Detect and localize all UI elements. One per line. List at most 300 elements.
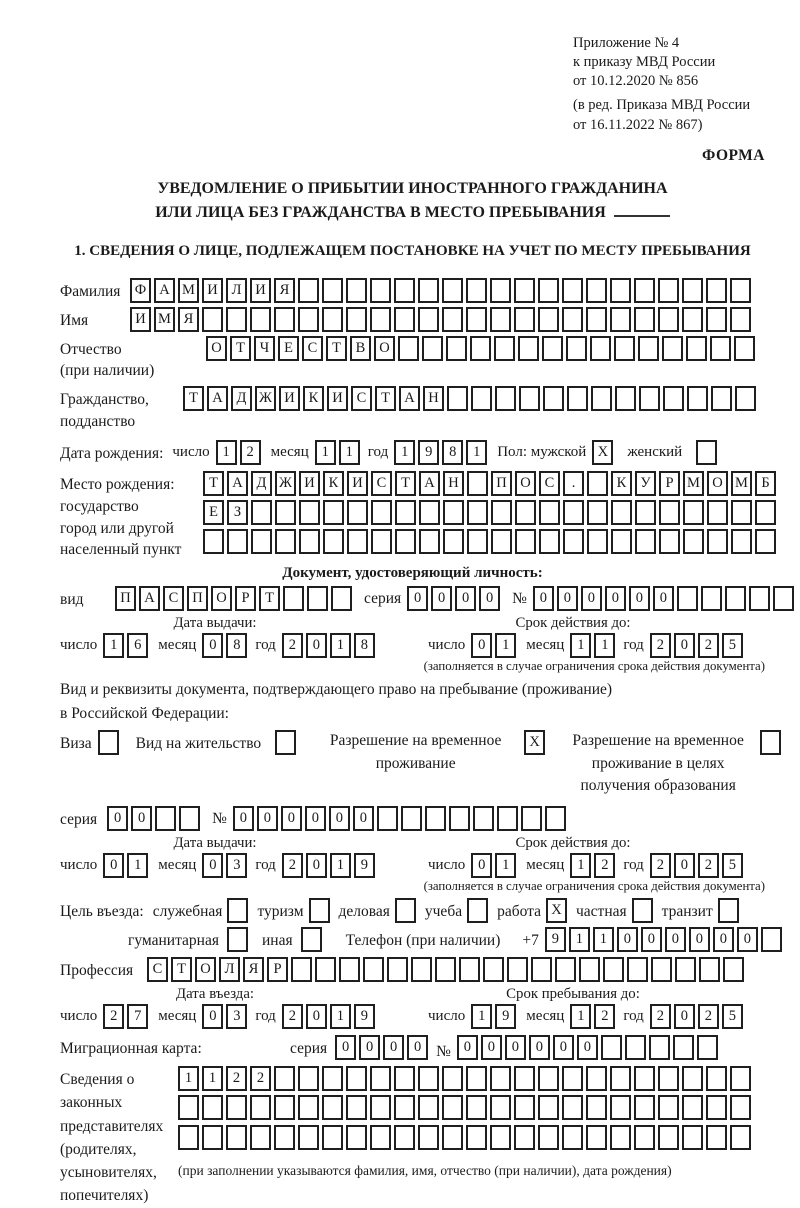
form-cell[interactable]: [566, 336, 587, 361]
form-cell[interactable]: [538, 1125, 559, 1150]
form-cell[interactable]: [634, 1125, 655, 1150]
form-cell[interactable]: [466, 1066, 487, 1091]
form-cell[interactable]: [735, 386, 756, 411]
form-cell[interactable]: [663, 386, 684, 411]
form-cell[interactable]: 0: [359, 1035, 380, 1060]
form-cell[interactable]: [634, 1095, 655, 1120]
form-cell[interactable]: [274, 1066, 295, 1091]
form-cell[interactable]: У: [635, 471, 656, 496]
form-cell[interactable]: [632, 898, 653, 923]
form-cell[interactable]: [363, 957, 384, 982]
form-cell[interactable]: [178, 1095, 199, 1120]
form-cell[interactable]: [491, 500, 512, 525]
form-cell[interactable]: [710, 336, 731, 361]
form-cell[interactable]: [490, 1066, 511, 1091]
form-cell[interactable]: 2: [282, 633, 303, 658]
form-cell[interactable]: [706, 1095, 727, 1120]
form-cell[interactable]: [435, 957, 456, 982]
form-cell[interactable]: Ж: [275, 471, 296, 496]
form-cell[interactable]: [394, 1066, 415, 1091]
form-cell[interactable]: [466, 278, 487, 303]
form-cell[interactable]: [638, 336, 659, 361]
form-cell[interactable]: Т: [326, 336, 347, 361]
form-cell[interactable]: [587, 471, 608, 496]
form-cell[interactable]: [467, 471, 488, 496]
form-cell[interactable]: [658, 307, 679, 332]
form-cell[interactable]: [251, 500, 272, 525]
form-cell[interactable]: 0: [257, 806, 278, 831]
form-cell[interactable]: 2: [226, 1066, 247, 1091]
form-cell[interactable]: [515, 500, 536, 525]
form-cell[interactable]: [250, 1095, 271, 1120]
form-cell[interactable]: [610, 1095, 631, 1120]
form-cell[interactable]: 0: [455, 586, 476, 611]
form-cell[interactable]: Н: [443, 471, 464, 496]
form-cell[interactable]: [483, 957, 504, 982]
form-cell[interactable]: [539, 529, 560, 554]
form-cell[interactable]: [251, 529, 272, 554]
form-cell[interactable]: С: [163, 586, 184, 611]
form-cell[interactable]: 2: [650, 633, 671, 658]
form-cell[interactable]: [610, 278, 631, 303]
form-cell[interactable]: Б: [755, 471, 776, 496]
form-cell[interactable]: [711, 386, 732, 411]
form-cell[interactable]: 2: [698, 1004, 719, 1029]
form-cell[interactable]: Р: [659, 471, 680, 496]
form-cell[interactable]: 0: [471, 853, 492, 878]
form-cell[interactable]: [323, 529, 344, 554]
form-cell[interactable]: [658, 278, 679, 303]
form-cell[interactable]: Т: [230, 336, 251, 361]
form-cell[interactable]: И: [202, 278, 223, 303]
form-cell[interactable]: [419, 500, 440, 525]
form-cell[interactable]: 0: [233, 806, 254, 831]
form-cell[interactable]: [497, 806, 518, 831]
form-cell[interactable]: 2: [282, 1004, 303, 1029]
form-cell[interactable]: О: [195, 957, 216, 982]
form-cell[interactable]: 9: [354, 1004, 375, 1029]
form-cell[interactable]: [707, 529, 728, 554]
form-cell[interactable]: [625, 1035, 646, 1060]
form-cell[interactable]: [538, 307, 559, 332]
form-cell[interactable]: 0: [674, 1004, 695, 1029]
form-cell[interactable]: 0: [505, 1035, 526, 1060]
form-cell[interactable]: 0: [103, 853, 124, 878]
form-cell[interactable]: [155, 806, 176, 831]
form-cell[interactable]: [614, 336, 635, 361]
form-cell[interactable]: [447, 386, 468, 411]
form-cell[interactable]: 1: [495, 853, 516, 878]
form-cell[interactable]: 0: [329, 806, 350, 831]
form-cell[interactable]: М: [731, 471, 752, 496]
form-cell[interactable]: 2: [250, 1066, 271, 1091]
form-cell[interactable]: С: [371, 471, 392, 496]
form-cell[interactable]: [395, 500, 416, 525]
form-cell[interactable]: 3: [226, 853, 247, 878]
form-cell[interactable]: 0: [529, 1035, 550, 1060]
form-cell[interactable]: 0: [674, 853, 695, 878]
form-cell[interactable]: [514, 1066, 535, 1091]
form-cell[interactable]: Т: [259, 586, 280, 611]
form-cell[interactable]: Я: [274, 278, 295, 303]
form-cell[interactable]: О: [374, 336, 395, 361]
form-cell[interactable]: [731, 500, 752, 525]
form-cell[interactable]: [586, 1095, 607, 1120]
form-cell[interactable]: [307, 586, 328, 611]
form-cell[interactable]: 0: [471, 633, 492, 658]
form-cell[interactable]: [515, 529, 536, 554]
form-cell[interactable]: 0: [407, 1035, 428, 1060]
form-cell[interactable]: 8: [226, 633, 247, 658]
form-cell[interactable]: И: [279, 386, 300, 411]
form-cell[interactable]: 1: [570, 633, 591, 658]
form-cell[interactable]: 1: [178, 1066, 199, 1091]
form-cell[interactable]: [706, 307, 727, 332]
form-cell[interactable]: [298, 1095, 319, 1120]
form-cell[interactable]: Ж: [255, 386, 276, 411]
form-cell[interactable]: [586, 1125, 607, 1150]
form-cell[interactable]: [370, 1125, 391, 1150]
form-cell[interactable]: 0: [653, 586, 674, 611]
form-cell[interactable]: [562, 1125, 583, 1150]
form-cell[interactable]: [466, 307, 487, 332]
form-cell[interactable]: [635, 500, 656, 525]
form-cell[interactable]: 0: [457, 1035, 478, 1060]
form-cell[interactable]: [442, 307, 463, 332]
form-cell[interactable]: [449, 806, 470, 831]
form-cell[interactable]: 0: [335, 1035, 356, 1060]
form-cell[interactable]: [387, 957, 408, 982]
form-cell[interactable]: Е: [203, 500, 224, 525]
form-cell[interactable]: А: [154, 278, 175, 303]
form-cell[interactable]: Я: [178, 307, 199, 332]
form-cell[interactable]: [545, 806, 566, 831]
form-cell[interactable]: Ч: [254, 336, 275, 361]
form-cell[interactable]: [467, 529, 488, 554]
form-cell[interactable]: [418, 1095, 439, 1120]
form-cell[interactable]: 9: [418, 440, 439, 465]
form-cell[interactable]: [610, 1125, 631, 1150]
form-cell[interactable]: 0: [479, 586, 500, 611]
form-cell[interactable]: [706, 1066, 727, 1091]
form-cell[interactable]: [346, 1095, 367, 1120]
form-cell[interactable]: [495, 386, 516, 411]
form-cell[interactable]: [442, 1095, 463, 1120]
form-cell[interactable]: [467, 898, 488, 923]
form-cell[interactable]: [699, 957, 720, 982]
form-cell[interactable]: [411, 957, 432, 982]
form-cell[interactable]: 1: [216, 440, 237, 465]
form-cell[interactable]: [331, 586, 352, 611]
form-cell[interactable]: [274, 307, 295, 332]
form-cell[interactable]: [562, 1066, 583, 1091]
form-cell[interactable]: 2: [650, 1004, 671, 1029]
form-cell[interactable]: [587, 529, 608, 554]
form-cell[interactable]: 9: [354, 853, 375, 878]
form-cell[interactable]: 1: [471, 1004, 492, 1029]
form-cell[interactable]: [178, 1125, 199, 1150]
form-cell[interactable]: [760, 730, 781, 755]
form-cell[interactable]: [555, 957, 576, 982]
form-cell[interactable]: 1: [103, 633, 124, 658]
form-cell[interactable]: [514, 278, 535, 303]
form-cell[interactable]: М: [178, 278, 199, 303]
form-cell[interactable]: [634, 1066, 655, 1091]
form-cell[interactable]: [459, 957, 480, 982]
form-cell[interactable]: 0: [202, 1004, 223, 1029]
form-cell[interactable]: 0: [689, 927, 710, 952]
form-cell[interactable]: [603, 957, 624, 982]
form-cell[interactable]: М: [683, 471, 704, 496]
form-cell[interactable]: [322, 1095, 343, 1120]
form-cell[interactable]: [299, 529, 320, 554]
form-cell[interactable]: [315, 957, 336, 982]
form-cell[interactable]: [718, 898, 739, 923]
form-cell[interactable]: [563, 500, 584, 525]
form-cell[interactable]: [696, 440, 717, 465]
form-cell[interactable]: [227, 927, 248, 952]
form-cell[interactable]: [347, 529, 368, 554]
form-cell[interactable]: [755, 500, 776, 525]
form-cell[interactable]: 1: [593, 927, 614, 952]
form-cell[interactable]: 0: [629, 586, 650, 611]
form-cell[interactable]: 0: [713, 927, 734, 952]
form-cell[interactable]: 8: [442, 440, 463, 465]
form-cell[interactable]: [658, 1125, 679, 1150]
form-cell[interactable]: [706, 1125, 727, 1150]
form-cell[interactable]: [686, 336, 707, 361]
form-cell[interactable]: [443, 500, 464, 525]
form-cell[interactable]: 1: [466, 440, 487, 465]
form-cell[interactable]: А: [207, 386, 228, 411]
form-cell[interactable]: [298, 1066, 319, 1091]
form-cell[interactable]: [346, 1125, 367, 1150]
form-cell[interactable]: 0: [665, 927, 686, 952]
form-cell[interactable]: [250, 307, 271, 332]
form-cell[interactable]: X: [524, 730, 545, 755]
form-cell[interactable]: 0: [674, 633, 695, 658]
form-cell[interactable]: [627, 957, 648, 982]
form-cell[interactable]: 0: [202, 853, 223, 878]
form-cell[interactable]: [470, 336, 491, 361]
form-cell[interactable]: 1: [330, 633, 351, 658]
form-cell[interactable]: Д: [231, 386, 252, 411]
form-cell[interactable]: [521, 806, 542, 831]
form-cell[interactable]: О: [211, 586, 232, 611]
form-cell[interactable]: [346, 307, 367, 332]
form-cell[interactable]: Д: [251, 471, 272, 496]
form-cell[interactable]: 1: [495, 633, 516, 658]
form-cell[interactable]: [490, 307, 511, 332]
form-cell[interactable]: М: [154, 307, 175, 332]
form-cell[interactable]: 0: [306, 853, 327, 878]
form-cell[interactable]: [701, 586, 722, 611]
form-cell[interactable]: [683, 529, 704, 554]
form-cell[interactable]: Е: [278, 336, 299, 361]
form-cell[interactable]: [611, 500, 632, 525]
form-cell[interactable]: [761, 927, 782, 952]
form-cell[interactable]: А: [419, 471, 440, 496]
form-cell[interactable]: [682, 307, 703, 332]
form-cell[interactable]: [687, 386, 708, 411]
form-cell[interactable]: 2: [240, 440, 261, 465]
form-cell[interactable]: [538, 1095, 559, 1120]
form-cell[interactable]: [322, 278, 343, 303]
form-cell[interactable]: [682, 1066, 703, 1091]
form-cell[interactable]: 0: [305, 806, 326, 831]
form-cell[interactable]: 1: [569, 927, 590, 952]
form-cell[interactable]: 1: [394, 440, 415, 465]
form-cell[interactable]: Т: [183, 386, 204, 411]
form-cell[interactable]: [539, 500, 560, 525]
form-cell[interactable]: [298, 307, 319, 332]
form-cell[interactable]: 0: [306, 1004, 327, 1029]
form-cell[interactable]: [697, 1035, 718, 1060]
form-cell[interactable]: 5: [722, 1004, 743, 1029]
form-cell[interactable]: 0: [281, 806, 302, 831]
form-cell[interactable]: 0: [577, 1035, 598, 1060]
form-cell[interactable]: [518, 336, 539, 361]
form-cell[interactable]: [591, 386, 612, 411]
form-cell[interactable]: [422, 336, 443, 361]
form-cell[interactable]: X: [546, 898, 567, 923]
form-cell[interactable]: О: [515, 471, 536, 496]
form-cell[interactable]: А: [139, 586, 160, 611]
form-cell[interactable]: [563, 529, 584, 554]
form-cell[interactable]: 0: [617, 927, 638, 952]
form-cell[interactable]: [639, 386, 660, 411]
form-cell[interactable]: С: [539, 471, 560, 496]
form-cell[interactable]: Н: [423, 386, 444, 411]
form-cell[interactable]: [659, 529, 680, 554]
form-cell[interactable]: [418, 1125, 439, 1150]
form-cell[interactable]: [371, 500, 392, 525]
form-cell[interactable]: 1: [339, 440, 360, 465]
form-cell[interactable]: [662, 336, 683, 361]
form-cell[interactable]: [562, 1095, 583, 1120]
form-cell[interactable]: [322, 1066, 343, 1091]
form-cell[interactable]: [377, 806, 398, 831]
form-cell[interactable]: К: [611, 471, 632, 496]
form-cell[interactable]: [706, 278, 727, 303]
form-cell[interactable]: [275, 500, 296, 525]
form-cell[interactable]: С: [147, 957, 168, 982]
form-cell[interactable]: [682, 278, 703, 303]
form-cell[interactable]: [250, 1125, 271, 1150]
form-cell[interactable]: [562, 307, 583, 332]
form-cell[interactable]: Т: [203, 471, 224, 496]
form-cell[interactable]: [677, 586, 698, 611]
form-cell[interactable]: [749, 586, 770, 611]
form-cell[interactable]: [734, 336, 755, 361]
form-cell[interactable]: [490, 278, 511, 303]
form-cell[interactable]: [283, 586, 304, 611]
form-cell[interactable]: 0: [107, 806, 128, 831]
form-cell[interactable]: [471, 386, 492, 411]
form-cell[interactable]: 1: [570, 853, 591, 878]
form-cell[interactable]: [394, 1095, 415, 1120]
form-cell[interactable]: [425, 806, 446, 831]
form-cell[interactable]: 9: [495, 1004, 516, 1029]
form-cell[interactable]: [298, 1125, 319, 1150]
form-cell[interactable]: [587, 500, 608, 525]
form-cell[interactable]: Т: [395, 471, 416, 496]
form-cell[interactable]: [203, 529, 224, 554]
form-cell[interactable]: 0: [306, 633, 327, 658]
form-cell[interactable]: [773, 586, 794, 611]
form-cell[interactable]: [394, 307, 415, 332]
form-cell[interactable]: [651, 957, 672, 982]
form-cell[interactable]: 2: [698, 633, 719, 658]
form-cell[interactable]: [611, 529, 632, 554]
form-cell[interactable]: [394, 278, 415, 303]
form-cell[interactable]: [473, 806, 494, 831]
form-cell[interactable]: О: [707, 471, 728, 496]
form-cell[interactable]: [370, 1066, 391, 1091]
form-cell[interactable]: [567, 386, 588, 411]
form-cell[interactable]: Л: [219, 957, 240, 982]
form-cell[interactable]: 0: [202, 633, 223, 658]
form-cell[interactable]: [401, 806, 422, 831]
form-cell[interactable]: С: [351, 386, 372, 411]
form-cell[interactable]: [682, 1125, 703, 1150]
form-cell[interactable]: А: [227, 471, 248, 496]
form-cell[interactable]: 0: [557, 586, 578, 611]
form-cell[interactable]: 2: [594, 853, 615, 878]
form-cell[interactable]: 1: [330, 853, 351, 878]
form-cell[interactable]: 0: [737, 927, 758, 952]
form-cell[interactable]: 0: [533, 586, 554, 611]
form-cell[interactable]: [731, 529, 752, 554]
form-cell[interactable]: 2: [103, 1004, 124, 1029]
form-cell[interactable]: Ф: [130, 278, 151, 303]
form-cell[interactable]: 1: [594, 633, 615, 658]
form-cell[interactable]: К: [303, 386, 324, 411]
form-cell[interactable]: [601, 1035, 622, 1060]
form-cell[interactable]: П: [491, 471, 512, 496]
form-cell[interactable]: [322, 1125, 343, 1150]
form-cell[interactable]: [507, 957, 528, 982]
form-cell[interactable]: 1: [330, 1004, 351, 1029]
form-cell[interactable]: [586, 278, 607, 303]
form-cell[interactable]: З: [227, 500, 248, 525]
form-cell[interactable]: 1: [127, 853, 148, 878]
form-cell[interactable]: [202, 1095, 223, 1120]
form-cell[interactable]: [683, 500, 704, 525]
form-cell[interactable]: [226, 1125, 247, 1150]
form-cell[interactable]: И: [250, 278, 271, 303]
form-cell[interactable]: [227, 898, 248, 923]
form-cell[interactable]: 1: [570, 1004, 591, 1029]
form-cell[interactable]: [615, 386, 636, 411]
form-cell[interactable]: 8: [354, 633, 375, 658]
form-cell[interactable]: [673, 1035, 694, 1060]
form-cell[interactable]: [586, 307, 607, 332]
form-cell[interactable]: [226, 1095, 247, 1120]
form-cell[interactable]: [466, 1125, 487, 1150]
form-cell[interactable]: [394, 1125, 415, 1150]
form-cell[interactable]: П: [115, 586, 136, 611]
form-cell[interactable]: [395, 898, 416, 923]
form-cell[interactable]: 5: [722, 633, 743, 658]
form-cell[interactable]: 0: [481, 1035, 502, 1060]
form-cell[interactable]: И: [327, 386, 348, 411]
form-cell[interactable]: [730, 1066, 751, 1091]
form-cell[interactable]: 5: [722, 853, 743, 878]
form-cell[interactable]: 0: [431, 586, 452, 611]
form-cell[interactable]: Т: [171, 957, 192, 982]
form-cell[interactable]: [490, 1095, 511, 1120]
